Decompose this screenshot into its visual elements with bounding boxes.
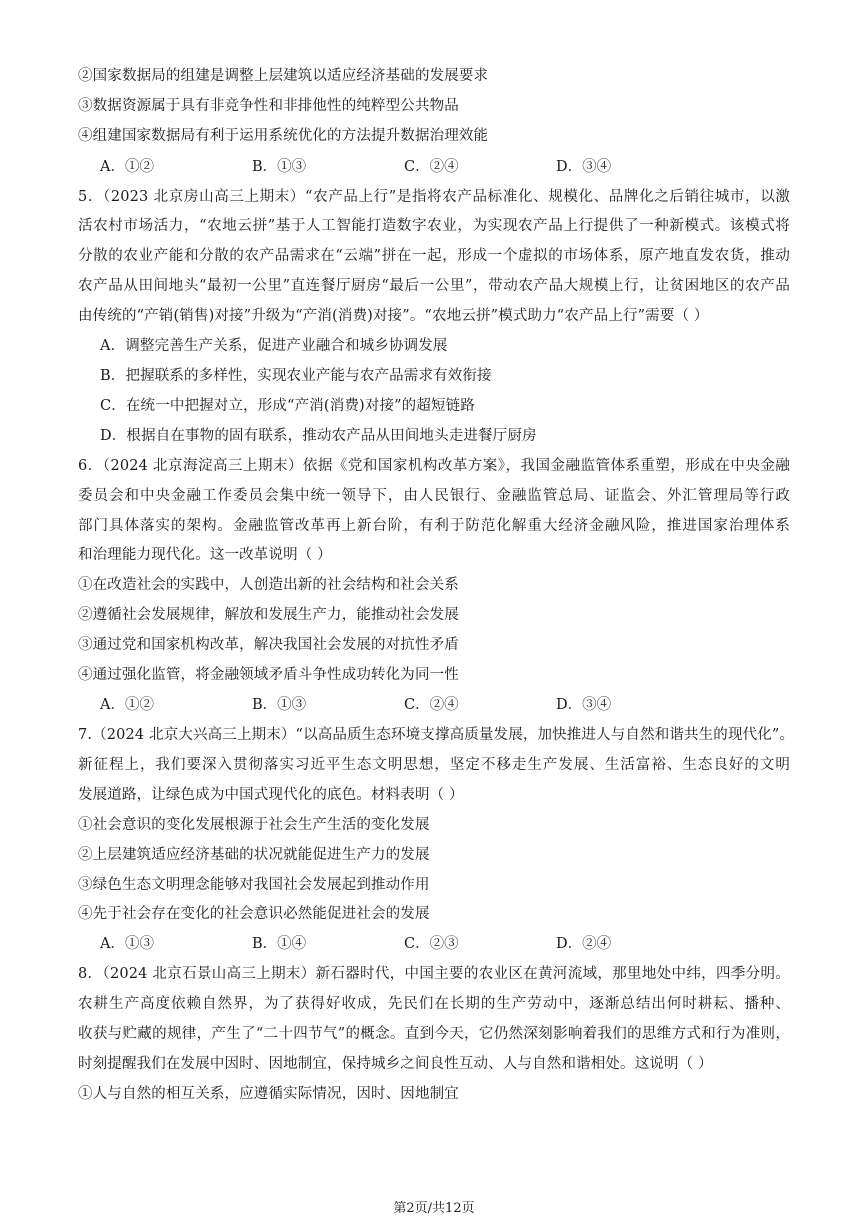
q4-statement-3: ③数据资源属于具有非竞争性和非排他性的纯粹型公共物品: [78, 98, 459, 114]
q5-option-a: A．调整完善生产关系，促进产业融合和城乡协调发展: [100, 338, 448, 354]
q6-option-a: A．①②: [100, 697, 154, 713]
q6-stem-line-2: 委员会和中央金融工作委员会集中统一领导下，由人民银行、金融监管总局、证监会、外汇管理局等行政: [78, 488, 790, 504]
q6-option-d: D．③④: [556, 697, 612, 713]
q6-option-b: B．①③: [252, 697, 307, 713]
q6-options: [100, 695, 790, 715]
q7-stem-line-1: 7.（2024 北京大兴高三上期末）“以高品质生态环境支撑高质量发展，加快推进人与自然和谐共生的现代化”。: [78, 727, 795, 743]
q4-option-c: C．②④: [404, 159, 459, 175]
q4-statement-2: ②国家数据局的组建是调整上层建筑以适应经济基础的发展要求: [78, 68, 489, 84]
q4-option-d: D．③④: [556, 159, 612, 175]
q8-stem-line-3: 收获与贮藏的规律，产生了“二十四节气”的概念。直到今天，它仍然深刻影响着我们的思维方式和行为准则，: [78, 1026, 790, 1042]
q8-stem-line-1: 8．（2024 北京石景山高三上期末）新石器时代，中国主要的农业区在黄河流域，那里地处中纬，四季分明。: [78, 966, 790, 982]
q8-statement-1: ①人与自然的相互关系，应遵循实际情况，因时、因地制宜: [78, 1086, 459, 1102]
q4-options: [100, 157, 790, 177]
q7-stem-line-2: 新征程上，我们要深入贯彻落实习近平生态文明思想，坚定不移走生产发展、生活富裕、生态良好的文明: [78, 757, 790, 773]
q6-stem-line-4: 和治理能力现代化。这一改革说明（ ）: [78, 547, 332, 563]
q7-statement-2: ②上层建筑适应经济基础的状况就能促进生产力的发展: [78, 847, 430, 863]
q7-option-c: C．②③: [404, 936, 459, 952]
q6-statement-3: ③通过党和国家机构改革，解决我国社会发展的对抗性矛盾: [78, 637, 459, 653]
q5-option-d: D．根据自在事物的固有联系，推动农产品从田间地头走进餐厅厨房: [100, 428, 537, 444]
q5-stem-line-3: 分散的农业产能和分散的农产品需求在“云端”拼在一起，形成一个虚拟的市场体系，原产地直发农货，推动: [78, 248, 790, 264]
q7-statement-3: ③绿色生态文明理念能够对我国社会发展起到推动作用: [78, 877, 430, 893]
q6-statement-4: ④通过强化监管，将金融领域矛盾斗争性成功转化为同一性: [78, 667, 459, 683]
q6-stem-line-1: 6．（2024 北京海淀高三上期末）依据《党和国家机构改革方案》，我国金融监管体系重塑，形成在中央金融: [78, 458, 790, 474]
q4-option-a: A．①②: [100, 159, 154, 175]
q7-options: [100, 934, 790, 954]
q7-stem-line-3: 发展道路，让绿色成为中国式现代化的底色。材料表明（ ）: [78, 787, 464, 803]
q5-option-c: C．在统一中把握对立，形成“产消(消费)对接”的超短链路: [100, 398, 475, 414]
q6-statement-2: ②遵循社会发展规律，解放和发展生产力，能推动社会发展: [78, 607, 459, 623]
q6-option-c: C．②④: [404, 697, 459, 713]
q5-stem-line-4: 农产品从田间地头“最初一公里”直连餐厅厨房“最后一公里”，带动农产品大规模上行，让贫困地区的农产品: [78, 278, 790, 294]
q7-option-b: B．①④: [252, 936, 307, 952]
q5-stem-line-1: 5．（2023 北京房山高三上期末）“农产品上行”是指将农产品标准化、规模化、品牌化之后销往城市，以激: [78, 189, 790, 205]
q4-statement-4: ④组建国家数据局有利于运用系统优化的方法提升数据治理效能: [78, 128, 489, 144]
q5-stem-line-5: 由传统的“产销(销售)对接”升级为“产消(消费)对接”。“农地云拼”模式助力“农产品上行”需要（ ）: [78, 308, 709, 324]
q6-stem-line-3: 部门具体落实的架构。金融监管改革再上新台阶，有利于防范化解重大经济金融风险，推进国家治理体系: [78, 518, 790, 534]
q4-option-b: B．①③: [252, 159, 307, 175]
q7-statement-1: ①社会意识的变化发展根源于社会生产生活的变化发展: [78, 817, 430, 833]
q6-statement-1: ①在改造社会的实践中，人创造出新的社会结构和社会关系: [78, 577, 459, 593]
q7-statement-4: ④先于社会存在变化的社会意识必然能促进社会的发展: [78, 906, 430, 922]
q8-stem-line-2: 农耕生产高度依赖自然界，为了获得好收成，先民们在长期的生产劳动中，逐渐总结出何时耕耘、播种、: [78, 996, 790, 1012]
q7-option-a: A．①③: [100, 936, 154, 952]
q8-stem-line-4: 时刻提醒我们在发展中因时、因地制宜，保持城乡之间良性互动、人与自然和谐相处。这说明（ ）: [78, 1056, 713, 1072]
q5-option-b: B．把握联系的多样性，实现农业产能与农产品需求有效衔接: [100, 368, 492, 384]
q7-option-d: D．②④: [556, 936, 612, 952]
page-number: 第2页/共12页: [393, 1201, 475, 1216]
q5-stem-line-2: 活农村市场活力，“农地云拼”基于人工智能打造数字农业，为实现农产品上行提供了一种新模式。该模式将: [78, 218, 790, 234]
